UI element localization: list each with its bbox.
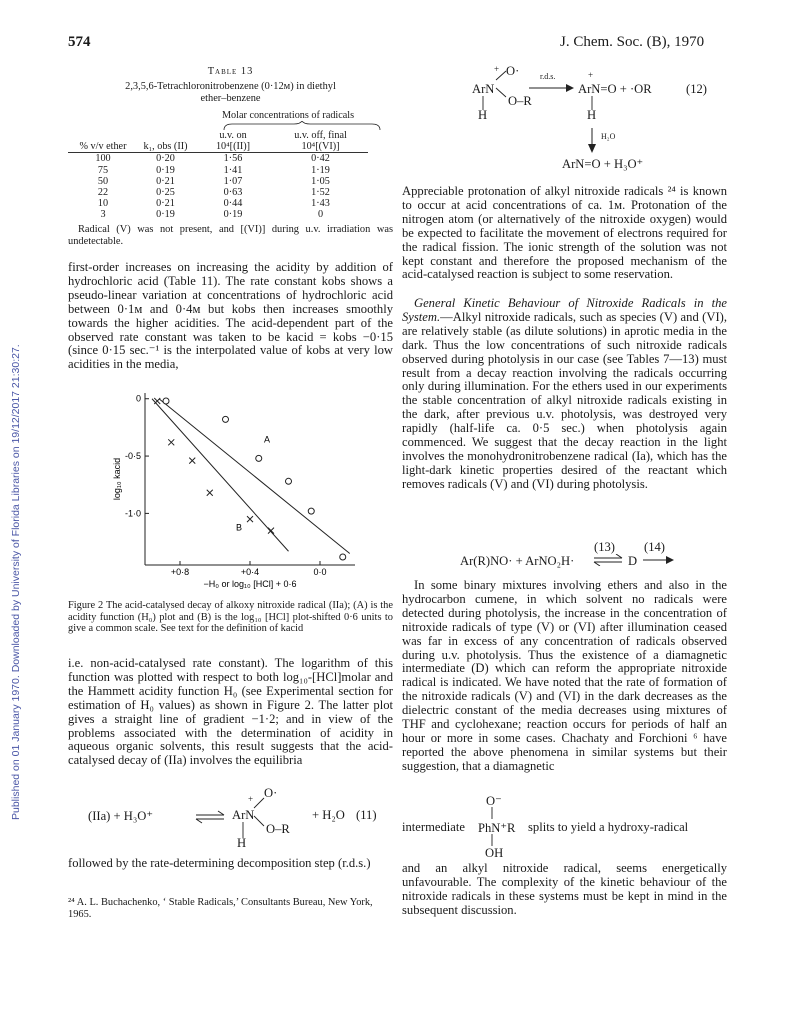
y-tick-label: -0·5 [124,451,141,462]
data-point-A [340,554,346,560]
int-text-left: intermediate [402,820,465,834]
data-point-B [268,528,274,534]
data-point-A [223,416,229,422]
figure-2-chart [100,385,370,595]
table-title: Table 13 [207,66,254,77]
eq12-product: ArN=O + H₃O⁺ [562,157,644,171]
col-uv-off: u.v. off, final [294,130,347,141]
table-group-header: Molar concentrations of radicals [222,110,355,121]
col-on-unit: 10⁴[(II)] [215,141,251,153]
fit-line-B [152,399,289,552]
intermediate-structure [402,793,727,859]
equation-13-14 [402,540,727,572]
table-cell: 0·21 [156,175,175,187]
equation-12 [402,62,727,174]
download-notice-sidebar [8,180,22,820]
download-notice-text: Published on 01 January 1970. Downloaded by University of Florida Libraries on 19/12/2017 21:30:27. [10,344,22,820]
x-tick-label: 0·0 [313,567,327,577]
int-top-bond [489,807,495,821]
down-arrow-icon [587,128,597,154]
eq11-center: ArN [232,808,255,822]
footnote-24: ²⁴ A. L. Buchachenko, ‘ Stable Radicals,’ Consultants Bureau, New York, 1965. [68,897,373,920]
table-cell: 0·25 [156,187,175,199]
data-point-A [163,398,169,404]
reaction-arrow-icon [642,555,676,565]
table-row [68,187,368,198]
left-para-2: i.e. non-acid-catalysed rate constant). The logarithm of this function was plotted with respect to both log₁₀-[HCl]molar and the Hammett acidity function H₀ (see Experimental section for estimation of H₀ values) as shown in Figure 2. The latter plot gives a straight line of gradient −1·2; and in view of the problems associated with the determination of acidity in aqueous organic solvents, this result suggests that the acid-catalysed decay of (IIa) involves the equilibria [68,656,393,768]
eq11-right: + H₂O [312,808,345,822]
table-cell: 0·21 [156,198,175,210]
table-cell: 75 [97,164,109,176]
eq12-o: O· [506,64,520,78]
eq11-o: O· [264,786,278,800]
equation-11 [68,786,393,850]
table-cell: 0·44 [223,198,243,210]
table-cell: 3 [100,209,106,221]
equilibrium-arrow-icon [592,554,626,566]
col-k: k₁, obs (II) [143,141,188,153]
figure-2-caption: Figure 2 The acid-catalysed decay of alkoxy nitroxide radical (IIa); (A) is the acidity function (H₀) plot and (B) is the log₁₀ [HCl] plot-shifted 0·6 units to give a common scale. See text for the definition of kacid [68,600,393,634]
int-o: O⁻ [486,794,502,808]
table-row [68,209,368,220]
table-cell: 0 [317,209,324,221]
left-para-1: first-order increases on increasing the acidity by addition of hydrochloric acid (Table 11). The rate constant kobs shows a pseudo-linear variation at concentrations of hydrochloric acid between 0·1м and 0·4м but kobs then increases smoothly towards the higher acidities. The acid-dependent part of the observed rate constant was taken to be kacid = kobs −0·15 (since 0·15 sec.⁻¹ is the interpolated value of kobs at very low acidities in the media, [68,260,393,372]
eq11-plus: + [248,794,254,804]
y-axis-label: log₁₀ kacid [112,457,122,501]
col-off-unit: 10⁴[(VI)] [301,141,340,153]
curve-label-A: A [264,434,271,445]
table-cell: 1·05 [311,175,330,187]
page-number: 574 [68,34,91,50]
table-row [68,153,368,165]
table-cell: 22 [97,187,109,199]
col-uv-on: u.v. on [219,130,247,141]
eq12-or: O–R [508,94,532,108]
data-point-B [189,458,195,464]
right-para-4: and an alkyl nitroxide radical, seems energetically unfavourable. The complexity of the kinetic behaviour of the nitroxide radicals in these systems must be kept in mind in the subsequent discussion. [402,861,727,917]
curve-label-B: B [236,522,243,533]
eq12-plus-2: + [588,70,594,80]
table-row [68,165,368,176]
table-row [68,198,368,209]
y-tick-label: -1·0 [124,508,141,519]
data-point-A [256,455,262,461]
data-point-B [247,516,253,522]
table-cell: 100 [95,153,111,165]
table-cell: 10 [97,198,109,210]
right-para-2 [402,297,727,492]
eq12-plus: + [494,64,500,74]
table-cell: 0·19 [223,209,243,221]
table-13-grid [68,130,368,221]
eq11-number: (11) [356,808,377,822]
int-oh: OH [485,846,504,860]
table-cell: 1·19 [311,164,330,176]
reaction-arrow-icon [528,83,576,93]
table-cell: 1·07 [223,175,243,187]
eq14-number: (14) [644,540,665,554]
eq13-left: Ar(R)NO· + ArNO₂H· [460,554,575,568]
eq13-number: (13) [594,540,615,554]
table-cell: 1·56 [223,153,243,165]
data-point-A [308,508,314,514]
right-para-3: In some binary mixtures involving ethers and also in the hydrocarbon cumene, in which solvent no radicals were detected during photolysis, the increase in the concentration of nitroxide radicals of type (V) or (VI) after illumination ceased was far in excess of any concentration of radicals observed during u.v. photolysis. Thus the existence of a diamagnetic intermediate (D) which can reform the appropriate nitroxide radical is indicated. We have noted that the rate of formation of the nitroxide radicals (V) and (VI) in the dark decreases as the dielectric constant of the media decreases using mixtures of THF and cyclohexane; reaction occurs for periods of half an hour or more in some cases. Chachaty and Forchioni ⁶ have reported the above phenomena in similar systems but their suggestion, that a diamagnetic [402,578,727,773]
table-cell: 1·52 [311,187,330,199]
table-cell: 0·20 [156,153,175,165]
table-cell: 0·63 [223,187,243,199]
right-para-1: Appreciable protonation of alkyl nitroxide radicals ²⁴ is known to occur at acid concentrations of ca. 1м. Protonation of the nitrogen atom (or alternatively of the nitroxide oxygen) would be expected to facilitate the movement of electrons required for the radical fission. The ionic strength of the solution was not kept constant and therefore the proposed mechanism of the acid-catalysed reaction is subject to some reservation. [402,184,727,282]
data-point-B [207,490,213,496]
table-cell: 1·41 [223,164,243,176]
eq11-left: (IIa) + H₃O⁺ [88,809,153,823]
data-point-B [154,398,160,404]
eq12-h-2: H [587,108,597,122]
table-cell: 0·19 [156,209,175,221]
journal-header: J. Chem. Soc. (B), 1970 [560,34,705,50]
table-13 [68,66,393,105]
eq11-or: O–R [266,822,290,836]
x-tick-label: +0·8 [170,567,190,577]
section-heading: General Kinetic Behaviour of Nitroxide Radicals in the System. [402,296,727,324]
table-cell: 1·43 [311,198,330,210]
y-tick-label: 0 [135,393,141,404]
fit-line-A [159,399,350,554]
table-cell: 0·42 [311,153,330,165]
int-formula: PhN⁺R [478,821,516,835]
eq12-h2o: H₂O [601,132,616,141]
int-text-right: splits to yield a hydroxy-radical [528,820,689,834]
table-cell: 0·19 [156,164,175,176]
eq12-left: ArN [472,82,495,96]
col-ether: % v/v ether [79,141,127,153]
eq12-right: ArN=O + ·OR [578,82,652,96]
eq11-h: H [237,836,247,850]
table-cell: 50 [97,175,109,187]
equilibrium-arrow-icon [194,810,228,824]
table-footnote: Radical (V) was not present, and [(VI)] during u.v. irradiation was undetectable. [68,223,393,247]
table-caption-line2: ether–benzene [200,93,261,104]
x-tick-label: +0·4 [240,567,260,577]
eq12-rds: r.d.s. [540,72,556,81]
table-caption-line1: 2,3,5,6-Tetrachloronitrobenzene (0·12м) in diethyl [125,81,336,92]
right-para-2-text: —Alkyl nitroxide radicals, such as species (V) and (VI), are relatively stable (as dilute solutions) in aprotic media in the dark. Thus the low concentrations of such nitroxide radicals observed during photolysis in our case (see Tables 7—13) must result from a decay reaction involving the radicals occurring only during illumination. For the ethers used in our experiments the stable concentration of alkyl nitroxide radicals existing in the dark, after previous u.v. photolysis, was destroyed very rapidly (half-life ca. 0·5 sec.) when photolysis again commenced. We suggest that the decay reaction in the light involves the monohydronitrobenzene radical (Ia), which has the light-dark kinetic properties desired of the reactant which removes radicals (V) and (VI) during photolysis. [402,309,727,491]
eq13-d: D [628,554,638,568]
eq12-h: H [478,108,488,122]
table-row [68,176,368,187]
eq12-number: (12) [686,82,707,96]
data-point-B [168,439,174,445]
x-axis-label: −H₀ or log₁₀ [HCl] + 0·6 [203,579,297,589]
left-para-3: followed by the rate-determining decomposition step (r.d.s.) [68,856,371,870]
data-point-A [286,478,292,484]
